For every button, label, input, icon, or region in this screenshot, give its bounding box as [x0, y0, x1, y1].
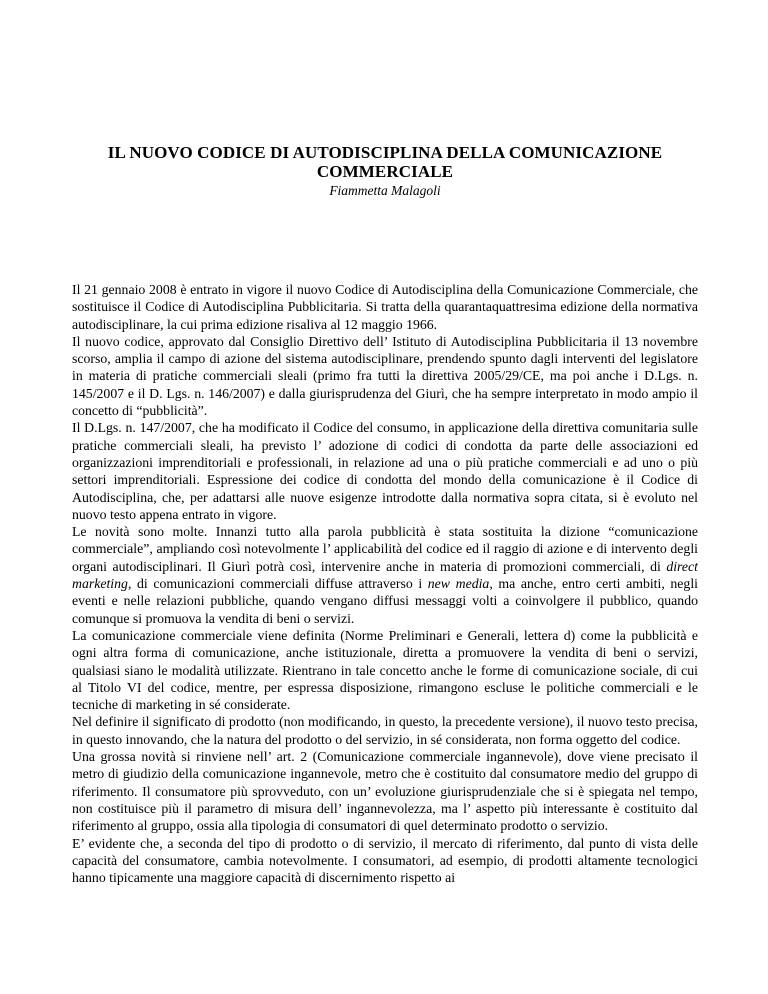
document-page: [72, 0, 698, 886]
paragraph: [72, 281, 698, 333]
paragraph: [72, 627, 698, 713]
text-segment: Il 21 gennaio 2008 è entrato in vigore il nuovo Codice di Autodisciplina della Comunicazione Commerciale, che sostituisce il Codice di Autodisciplina Pubblicitaria. Si tratta della quarantaquattresima edizione della normativa autodisciplinare, la cui prima edizione risaliva al 12 maggio 1966.: [72, 282, 698, 332]
text-segment: Una grossa novità si rinviene nell’ art. 2 (Comunicazione commerciale ingannevole), dove viene precisato il metro di giudizio della comunicazione ingannevole, metro che è costituito dal consumatore medio del gruppo di riferimento. Il consumatore più sprovveduto, con un’ evoluzione giurisprudenziale che si è spiegata nel tempo, non costituisce più il parametro di misura dell’ ingannevolezza, ma l’ aspetto più interessante è costituito dal riferimento al gruppo, ossia alla tipologia di consumatori di quel determinato prodotto o servizio.: [72, 749, 698, 834]
paragraph: [72, 835, 698, 887]
document-body: [72, 281, 698, 886]
text-segment: Le novità sono molte. Innanzi tutto alla parola pubblicità è stata sostituita la dizione “comunicazione commerciale”, ampliando così notevolmente l’ applicabilità del codice ed il raggio di azione e di intervento degli organi autodisciplinari. Il Giurì potrà così, intervenire anche in materia di promozioni commerciali, di: [72, 524, 698, 574]
italic-text-segment: new media: [427, 576, 490, 592]
paragraph: [72, 523, 698, 627]
document-title: IL NUOVO CODICE DI AUTODISCIPLINA DELLA COMUNICAZIONE COMMERCIALE: [107, 143, 663, 181]
text-segment: E’ evidente che, a seconda del tipo di prodotto o di servizio, il mercato di riferimento, dal punto di vista delle capacità del consumatore, cambia notevolmente. I consumatori, ad esempio, di prodotti altamente tecnologici hanno tipicamente una maggiore capacità di discernimento rispetto ai: [72, 835, 698, 886]
text-segment: La comunicazione commerciale viene definita (Norme Preliminari e Generali, lettera d) come la pubblicità e ogni altra forma di comunicazione, anche istituzionale, diretta a promuovere la vendita di beni o servizi, qualsiasi siano le modalità utilizzate. Rientrano in tale concetto anche le forme di comunicazione sociale, di cui al Titolo VI del codice, mentre, per espressa disposizione, rimangono escluse le politiche commerciali e le tecniche di marketing in sé considerate.: [72, 627, 698, 713]
paragraph: [72, 333, 698, 419]
text-segment: Nel definire il significato di prodotto (non modificando, in questo, la precedente versione), il nuovo testo precisa, in questo innovando, che la natura del prodotto o del servizio, in sé considerata, non forma oggetto del codice.: [72, 714, 698, 747]
paragraph: [72, 748, 698, 834]
text-segment: Il D.Lgs. n. 147/2007, che ha modificato il Codice del consumo, in applicazione della direttiva comunitaria sulle pratiche commerciali sleali, ha previsto l’ adozione di codici di condotta da parte delle associazioni ed organizzazioni imprenditoriali e professionali, in relazione ad una o più pratiche commerciali e ad uno o più settori imprenditoriali. Espressione dei codice di condotta del mondo della comunicazione è il Codice di Autodisciplina, che, per adattarsi alle nuove esigenze introdotte dalla normativa sopra citata, si è evoluto nel nuovo testo appena entrato in vigore.: [72, 420, 698, 522]
paragraph: [72, 713, 698, 748]
text-segment: Il nuovo codice, approvato dal Consiglio Direttivo dell’ Istituto di Autodisciplina Pubblicitaria il 13 novembre scorso, amplia il campo di azione del sistema autodisciplinare, prendendo spunto dagli interventi del legislatore in materia di pratiche commerciali sleali (primo fra tutti la direttiva 2005/29/CE, ma poi anche i D.Lgs. n. 145/2007 e il D. Lgs. n. 146/2007) e dalla giurisprudenza del Giurì, che ha sempre interpretato in modo ampio il concetto di “pubblicità”.: [72, 333, 698, 419]
italic-text-segment: direct marketing: [72, 558, 698, 592]
document-author: Fiammetta Malagoli: [329, 183, 441, 198]
text-segment: , ma anche, entro certi ambiti, negli eventi e nelle relazioni pubbliche, quando vengano diffusi messaggi volti a coinvolgere il pubblico, quando comunque si promuova la vendita di beni o servizi.: [72, 576, 698, 626]
text-segment: , di comunicazioni commerciali diffuse attraverso i: [127, 576, 428, 592]
paragraph: [72, 419, 698, 523]
